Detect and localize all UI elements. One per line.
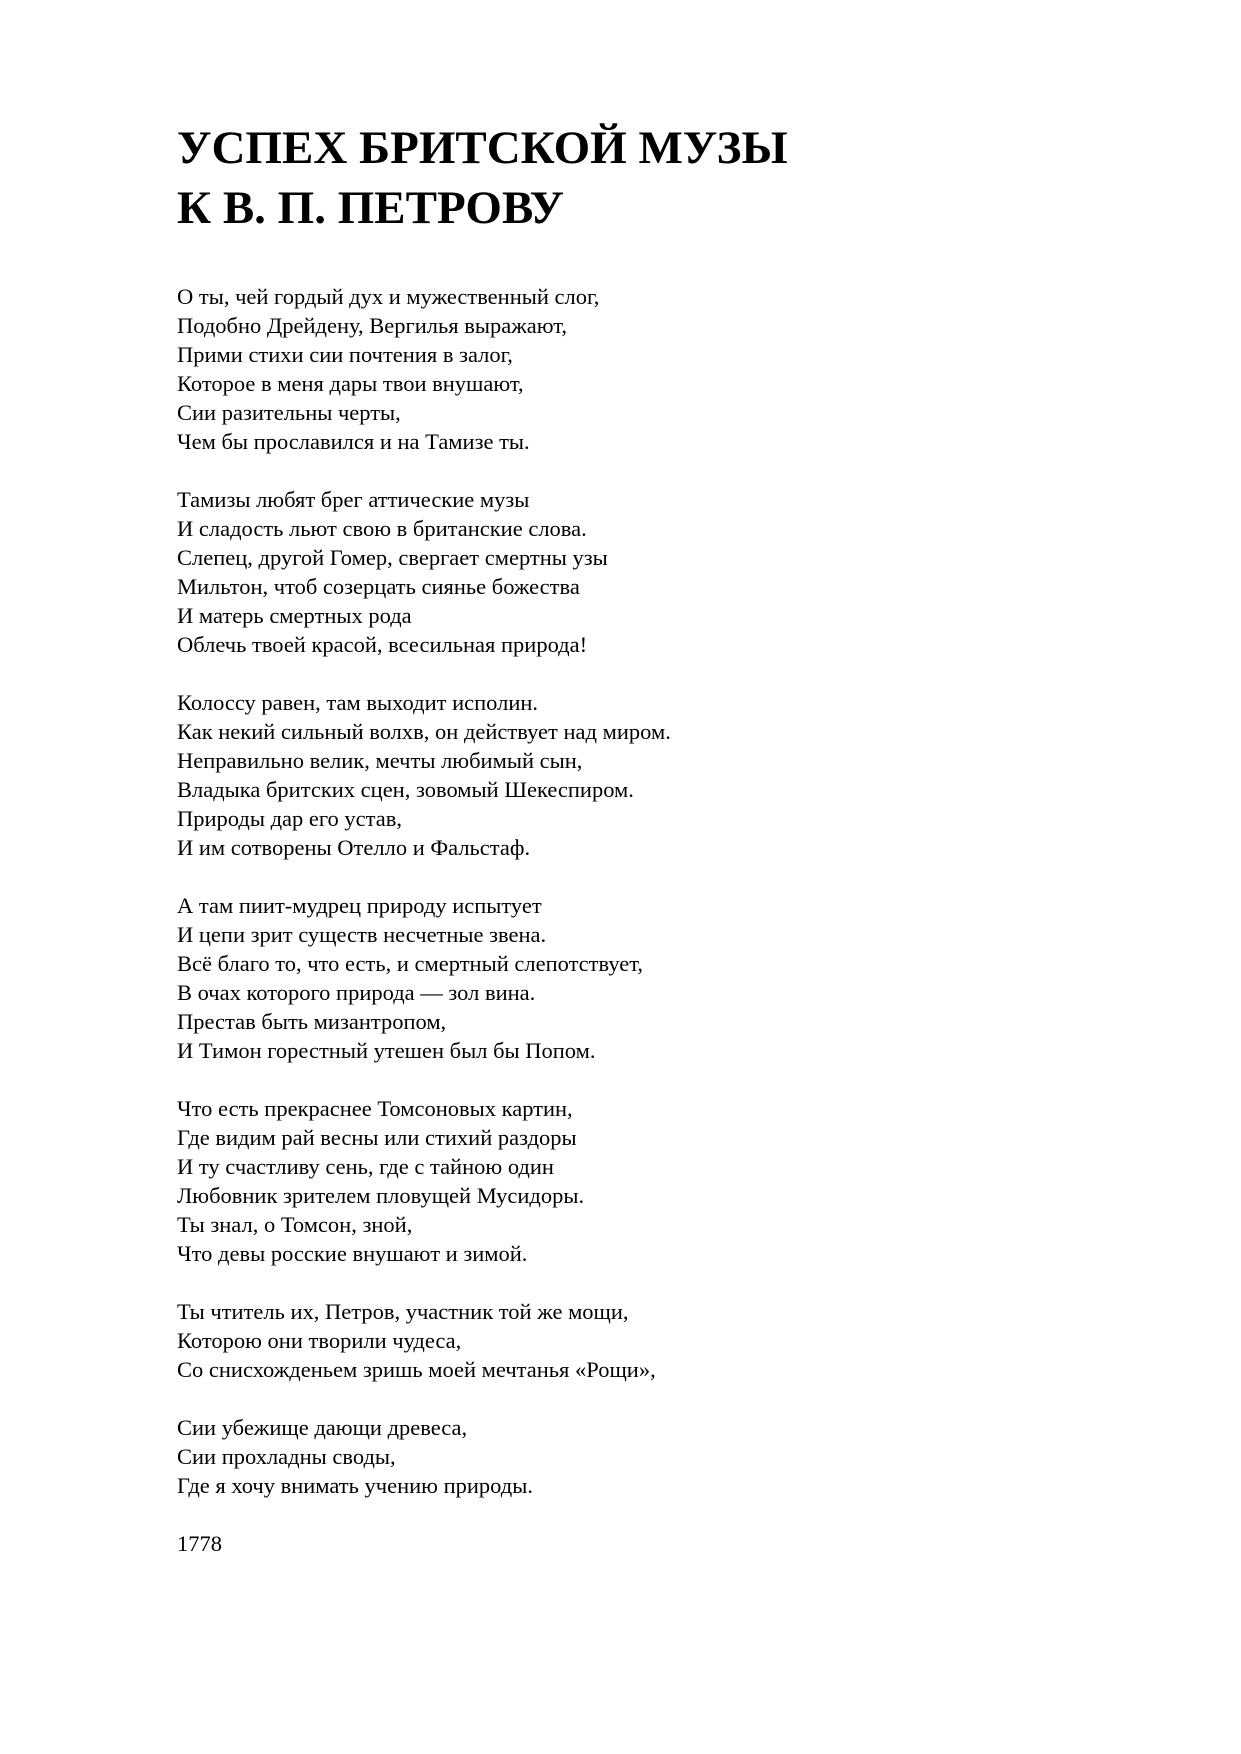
poem-line: И Тимон горестный утешен был бы Попом. <box>177 1038 596 1063</box>
poem-line: Где я хочу внимать учению природы. <box>177 1473 533 1498</box>
poem-line: Колоссу равен, там выходит исполин. <box>177 690 539 715</box>
poem-title <box>177 118 1137 238</box>
poem-line: Сии убежище дающи древеса, <box>177 1415 468 1440</box>
poem-line: И им сотворены Отелло и Фальстаф. <box>177 835 531 860</box>
poem-line: Сии прохладны своды, <box>177 1444 396 1469</box>
poem-line: А там пиит-мудрец природу испытует <box>177 893 542 918</box>
poem-line: Что есть прекраснее Томсоновых картин, <box>177 1096 573 1121</box>
stanza-7 <box>177 1413 1137 1500</box>
poem-line: Слепец, другой Гомер, свергает смертны узы <box>177 545 608 570</box>
stanza-4 <box>177 891 1137 1065</box>
poem-body <box>177 282 1137 1558</box>
poem-line: Как некий сильный волхв, он действует над миром. <box>177 719 671 744</box>
poem-line: И ту счастливу сень, где с тайною один <box>177 1154 554 1179</box>
poem-line: Чем бы прославился и на Тамизе ты. <box>177 429 530 454</box>
stanza-5 <box>177 1094 1137 1268</box>
poem-line: Любовник зрителем пловущей Мусидоры. <box>177 1183 585 1208</box>
poem-line: Которое в меня дары твои внушают, <box>177 371 524 396</box>
poem-line: Которою они творили чудеса, <box>177 1328 462 1353</box>
poem-line: Прими стихи сии почтения в залог, <box>177 342 513 367</box>
poem-line: Тамизы любят брег аттические музы <box>177 487 530 512</box>
document-page <box>177 118 1137 1558</box>
title-line-2: К В. П. ПЕТРОВУ <box>177 182 565 234</box>
title-line-1: УСПЕХ БРИТСКОЙ МУЗЫ <box>177 122 788 174</box>
poem-line: Облечь твоей красой, всесильная природа! <box>177 632 588 657</box>
poem-line: И матерь смертных рода <box>177 603 412 628</box>
poem-line: Природы дар его устав, <box>177 806 402 831</box>
poem-line: Мильтон, чтоб созерцать сиянье божества <box>177 574 580 599</box>
poem-line: И цепи зрит существ несчетные звена. <box>177 922 547 947</box>
stanza-1 <box>177 282 1137 456</box>
poem-line: Всё благо то, что есть, и смертный слепотствует, <box>177 951 644 976</box>
poem-line: О ты, чей гордый дух и мужественный слог, <box>177 284 600 309</box>
poem-line: И сладость льют свою в британские слова. <box>177 516 587 541</box>
poem-line: Ты знал, о Томсон, зной, <box>177 1212 413 1237</box>
poem-line: Сии разительны черты, <box>177 400 401 425</box>
stanza-3 <box>177 688 1137 862</box>
poem-line: Владыка бритских сцен, зовомый Шекеспиром. <box>177 777 634 802</box>
poem-line: Со снисхожденьем зришь моей мечтанья «Рощи», <box>177 1357 656 1382</box>
poem-line: Престав быть мизантропом, <box>177 1009 447 1034</box>
poem-line: Ты чтитель их, Петров, участник той же мощи, <box>177 1299 629 1324</box>
stanza-6 <box>177 1297 1137 1384</box>
poem-line: Где видим рай весны или стихий раздоры <box>177 1125 577 1150</box>
poem-year: 1778 <box>177 1531 222 1556</box>
poem-line: Подобно Дрейдену, Вергилья выражают, <box>177 313 568 338</box>
poem-line: В очах которого природа — зол вина. <box>177 980 536 1005</box>
poem-line: Неправильно велик, мечты любимый сын, <box>177 748 583 773</box>
stanza-2 <box>177 485 1137 659</box>
poem-line: Что девы росские внушают и зимой. <box>177 1241 528 1266</box>
